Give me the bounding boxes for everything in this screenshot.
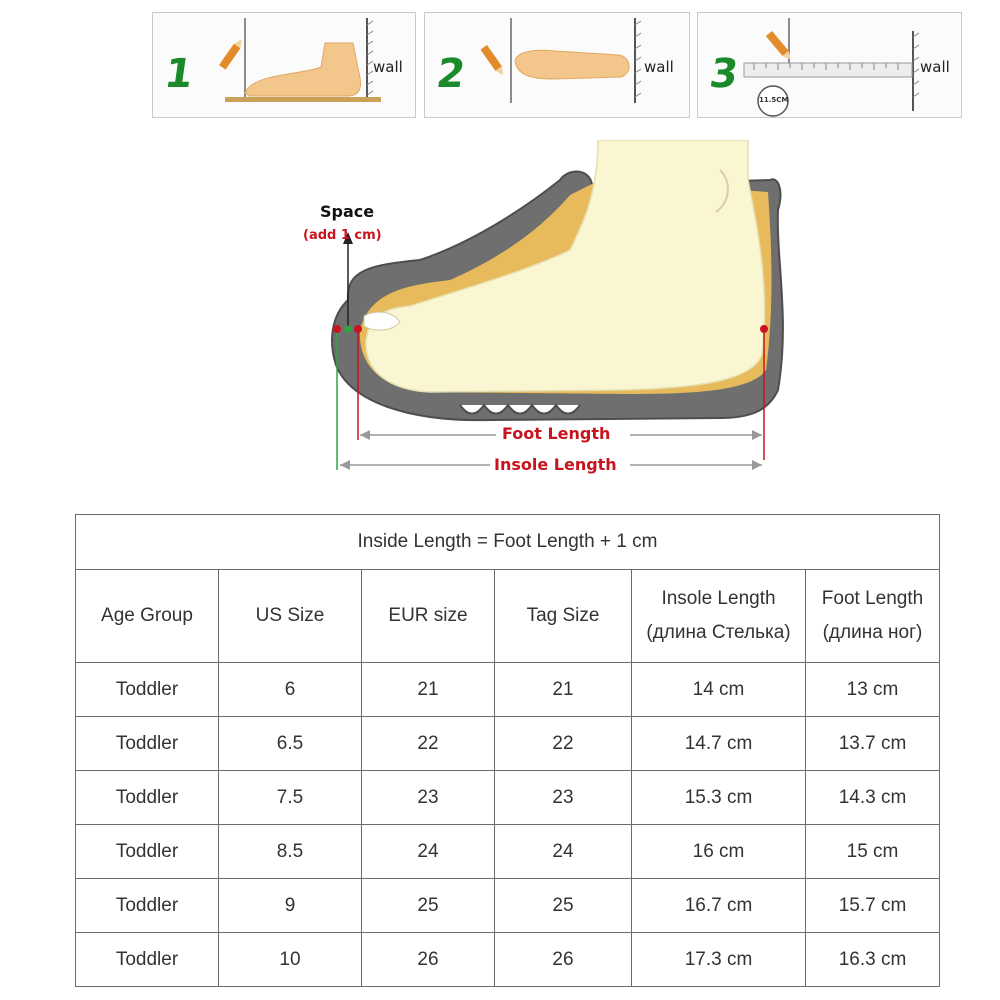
cell-insole-length: 17.3 cm (632, 933, 806, 987)
cell-tag-size: 24 (495, 825, 632, 879)
space-note: (add 1 cm) (303, 228, 382, 243)
table-header-row (76, 570, 940, 663)
cell-insole-length: 16 cm (632, 825, 806, 879)
cell-foot-length: 14.3 cm (806, 771, 940, 825)
cell-age-group: Toddler (76, 663, 219, 717)
step-1-number: 1 (161, 51, 197, 97)
table-row (76, 717, 940, 771)
col-header-age-group: Age Group (76, 570, 219, 663)
cell-insole-length: 14 cm (632, 663, 806, 717)
step-3-number: 3 (706, 51, 742, 97)
cell-eur-size: 26 (362, 933, 495, 987)
table-row (76, 771, 940, 825)
cell-insole-length: 14.7 cm (632, 717, 806, 771)
col-header-foot-length: Foot Length (длина ног) (806, 570, 940, 663)
table-row (76, 663, 940, 717)
cell-tag-size: 23 (495, 771, 632, 825)
cell-tag-size: 22 (495, 717, 632, 771)
cell-foot-length: 16.3 cm (806, 933, 940, 987)
cell-age-group: Toddler (76, 933, 219, 987)
cell-us-size: 9 (219, 879, 362, 933)
col-header-eur-size: EUR size (362, 570, 495, 663)
cell-tag-size: 25 (495, 879, 632, 933)
foot-length-label: Foot Length (502, 424, 611, 443)
table-row (76, 933, 940, 987)
foot-in-shoe-diagram (300, 140, 820, 485)
step-3-panel (697, 12, 962, 118)
cell-us-size: 6.5 (219, 717, 362, 771)
table-title: Inside Length = Foot Length + 1 cm (76, 515, 940, 570)
cell-insole-length: 15.3 cm (632, 771, 806, 825)
cell-age-group: Toddler (76, 717, 219, 771)
step-1-panel (152, 12, 416, 118)
measure-label: 11.5CM (759, 96, 789, 104)
insole-length-label: Insole Length (494, 455, 617, 474)
col-header-insole-length: Insole Length (длина Стелька) (632, 570, 806, 663)
cell-us-size: 7.5 (219, 771, 362, 825)
wall-label: wall (644, 58, 674, 76)
cell-insole-length: 16.7 cm (632, 879, 806, 933)
cell-us-size: 10 (219, 933, 362, 987)
wall-label: wall (920, 58, 950, 76)
table-row (76, 879, 940, 933)
size-chart-table (75, 514, 940, 987)
cell-foot-length: 13.7 cm (806, 717, 940, 771)
step-2-panel (424, 12, 690, 118)
cell-age-group: Toddler (76, 879, 219, 933)
table-title-row (76, 515, 940, 570)
cell-eur-size: 22 (362, 717, 495, 771)
cell-eur-size: 25 (362, 879, 495, 933)
cell-foot-length: 15.7 cm (806, 879, 940, 933)
col-header-us-size: US Size (219, 570, 362, 663)
wall-label: wall (373, 58, 403, 76)
cell-us-size: 6 (219, 663, 362, 717)
cell-age-group: Toddler (76, 825, 219, 879)
cell-eur-size: 21 (362, 663, 495, 717)
cell-us-size: 8.5 (219, 825, 362, 879)
col-header-tag-size: Tag Size (495, 570, 632, 663)
cell-tag-size: 21 (495, 663, 632, 717)
table-row (76, 825, 940, 879)
space-label: Space (320, 202, 375, 221)
cell-eur-size: 23 (362, 771, 495, 825)
step-2-number: 2 (433, 51, 469, 97)
cell-eur-size: 24 (362, 825, 495, 879)
cell-foot-length: 15 cm (806, 825, 940, 879)
cell-age-group: Toddler (76, 771, 219, 825)
cell-tag-size: 26 (495, 933, 632, 987)
cell-foot-length: 13 cm (806, 663, 940, 717)
